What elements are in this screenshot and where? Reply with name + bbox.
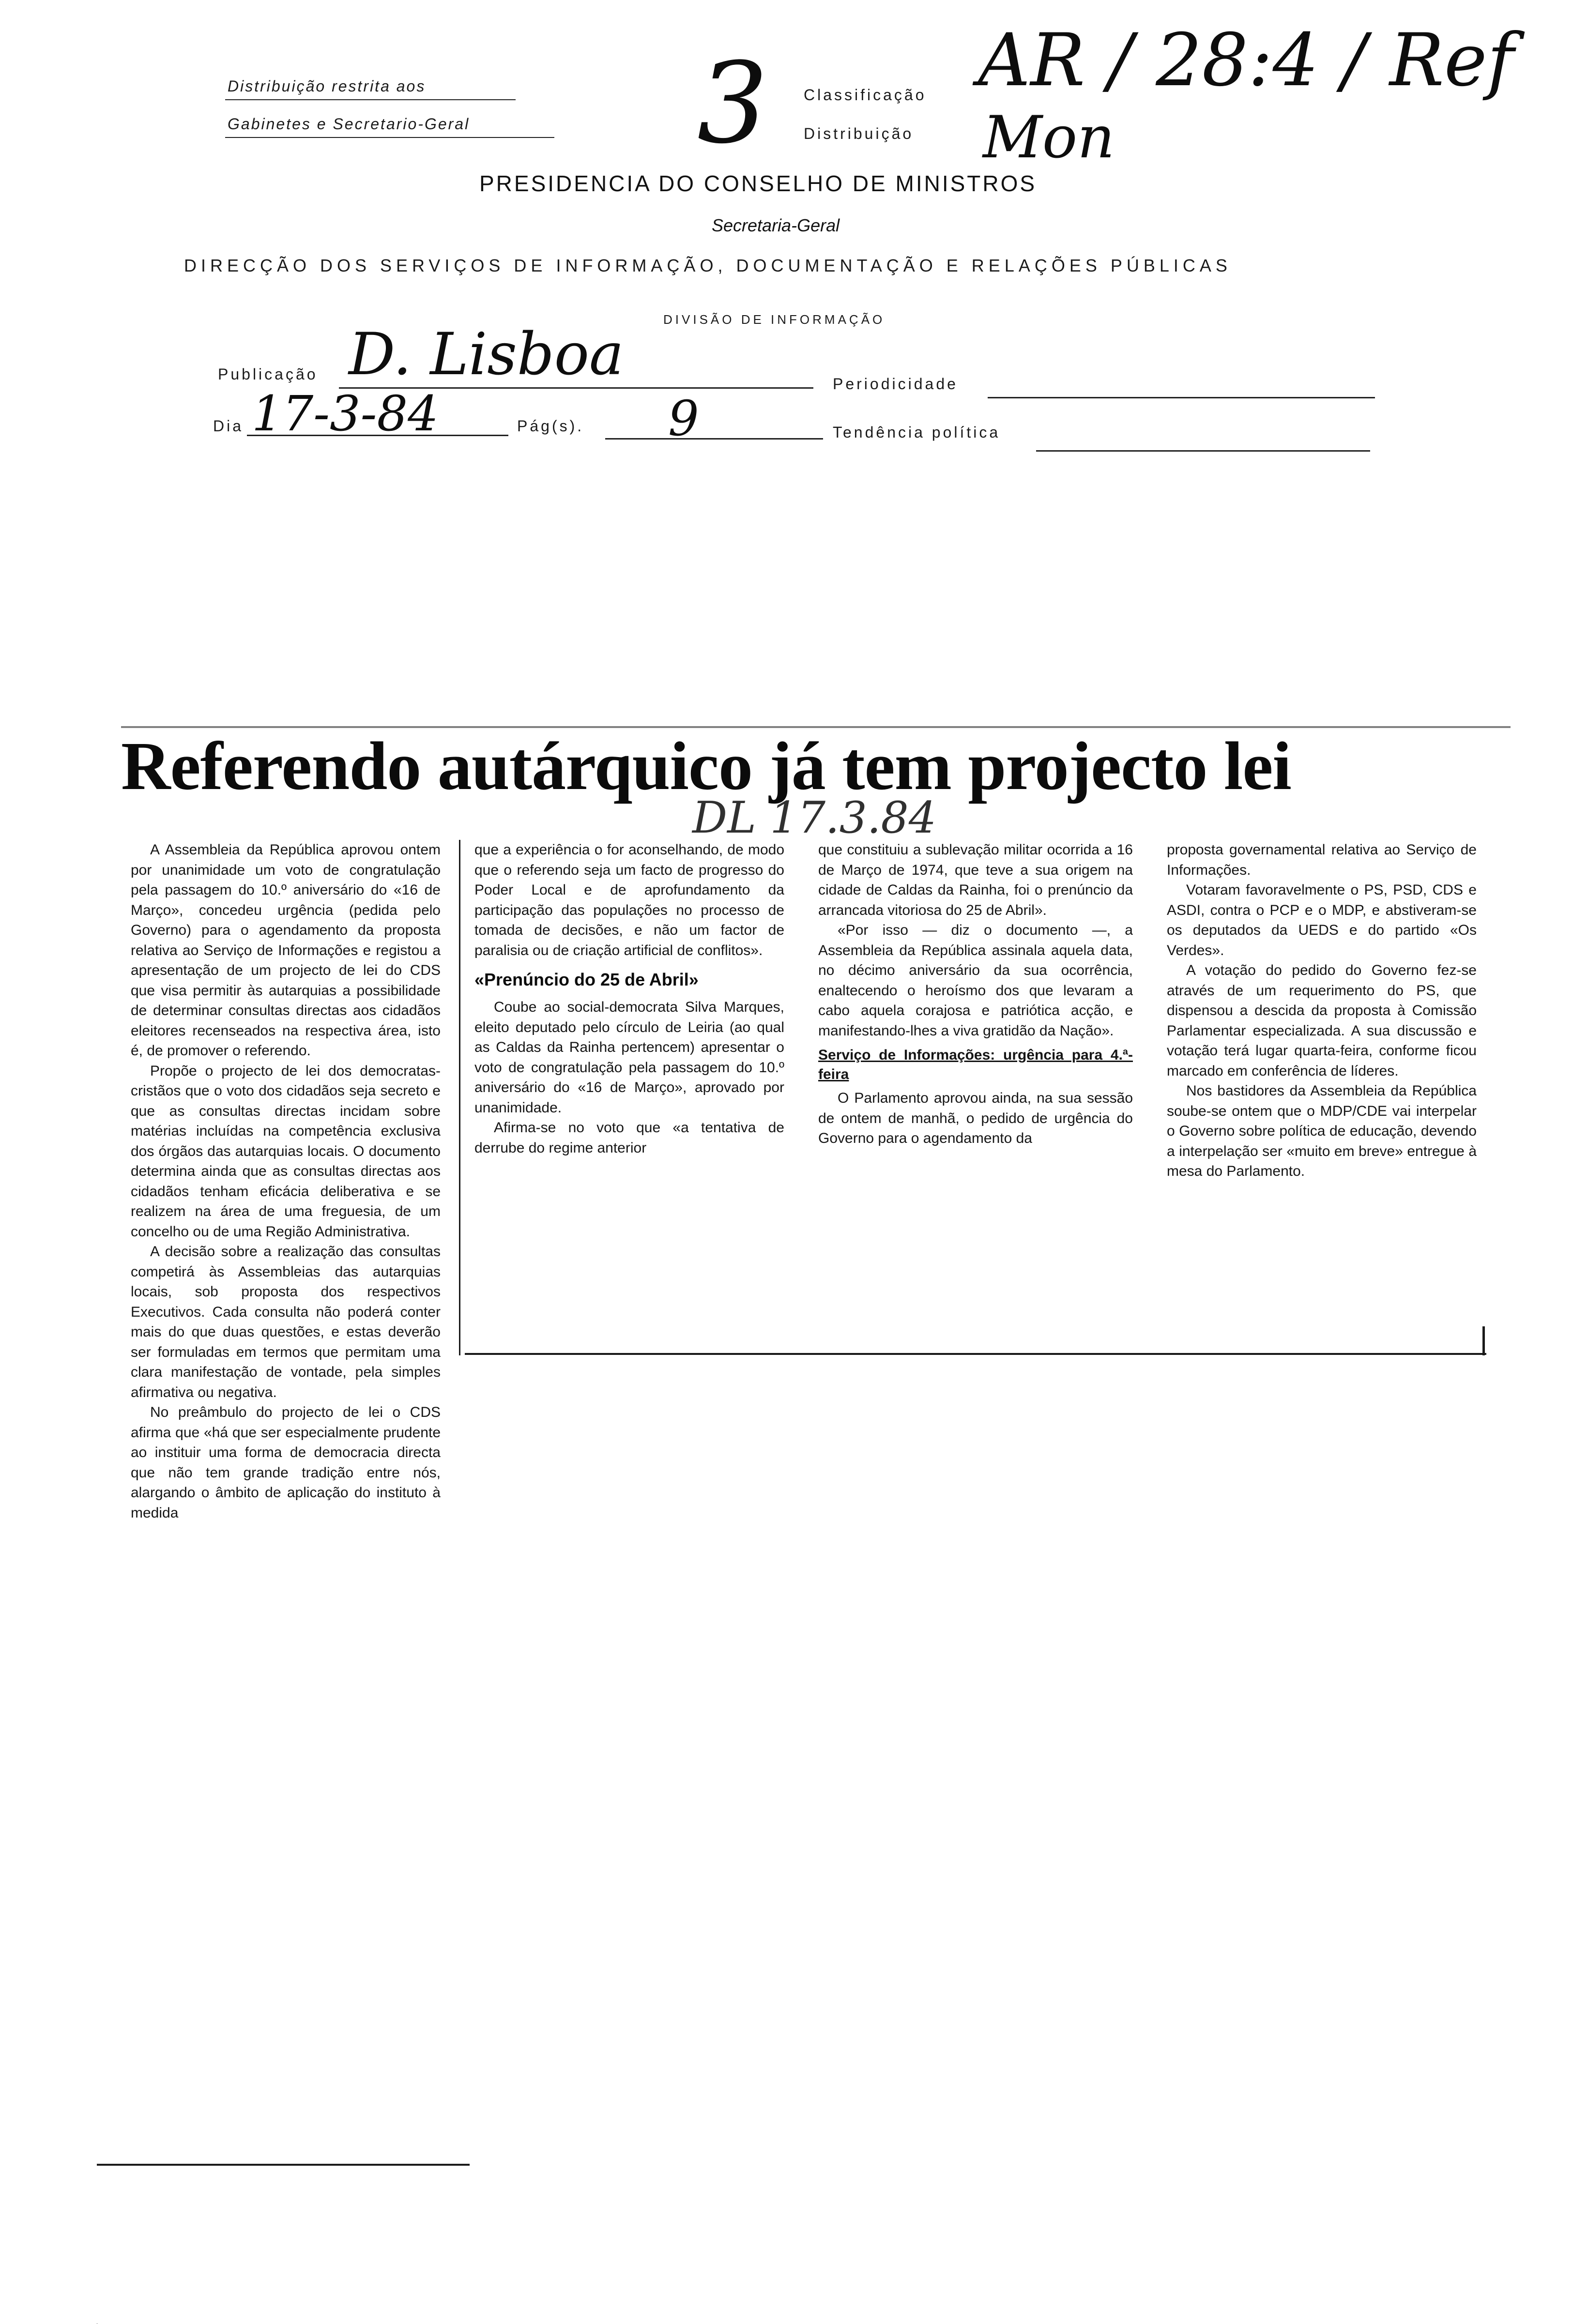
secretaria-label: Secretaria-Geral	[712, 215, 840, 235]
clipping-cut-vertical	[459, 840, 460, 1355]
direccao-label: DIRECÇÃO DOS SERVIÇOS DE INFORMAÇÃO, DOCUMENTAÇÃO E RELAÇÕES PÚBLICAS	[184, 256, 1232, 275]
clipping-cut-bottom-right	[465, 1353, 1486, 1355]
org-title: PRESIDENCIA DO CONSELHO DE MINISTROS	[479, 171, 1037, 196]
pags-label: Pág(s).	[517, 417, 584, 435]
handwritten-classification: AR / 28:4 / Ref	[978, 18, 1514, 103]
article-column-1	[131, 840, 441, 1523]
col2-paragraph-2: Afirma-se no voto que «a tentativa de derrube do regime anterior	[474, 1120, 784, 1156]
col1-paragraph-2: Propõe o projecto de lei dos democratas-cristãos que o voto dos cidadãos seja secreto e que as consultas directas incidam sobre matérias incluídas na competência exclusiva dos órgãos das autarquias locais. O documento determina ainda que as consultas directas aos cidadãos tenham eficácia deliberativa e se realizem na área de uma freguesia, de um concelho ou de uma Região Administrativa.	[131, 1063, 441, 1240]
handwritten-stamp: DL 17.3.84	[692, 792, 937, 843]
handwritten-dia: 17-3-84	[252, 385, 439, 442]
col3-paragraph-1: que constituiu a sublevação militar ocorrida a 16 de Março de 1974, que teve a sua origem na cidade de Caldas da Rainha, foi o prenúncio da arrancada vitoriosa do 25 de Abril».	[818, 842, 1133, 918]
handwritten-pags: 9	[668, 390, 699, 447]
divisao-label: DIVISÃO DE INFORMAÇÃO	[663, 312, 886, 327]
distribution-underline-2	[225, 137, 554, 138]
classificacao-label: Classificação	[804, 86, 927, 104]
col4-paragraph-1: proposta governamental relativa ao Serviço de Informações.	[1167, 842, 1477, 878]
col3-paragraph-2: «Por isso — diz o documento —, a Assembleia da República assinala aquela data, no décimo aniversário da sua ocorrência, enaltecendo o heroísmo dos que levaram a cabo aquela corajosa e patriótica acção, e manifestando-lhes a viva gratidão da Nação».	[818, 922, 1133, 1039]
periodicidade-label: Periodicidade	[833, 375, 958, 393]
article-title: Referendo autárquico já tem projecto lei	[121, 728, 1291, 804]
periodicidade-line	[988, 397, 1375, 398]
article-column-3	[818, 840, 1133, 1149]
distribution-note-line2: Gabinetes e Secretario-Geral	[228, 115, 470, 133]
col3-paragraph-3: O Parlamento aprovou ainda, na sua sessão de ontem de manhã, o pedido de urgência do Governo para o agendamento da	[818, 1090, 1133, 1146]
article-column-4	[1167, 840, 1477, 1182]
distribuicao-label: Distribuição	[804, 125, 914, 142]
dia-line	[247, 435, 508, 436]
distribution-note-line1: Distribuição restrita aos	[228, 77, 426, 95]
distribution-underline-1	[225, 99, 516, 100]
col1-paragraph-1: A Assembleia da República aprovou ontem por unanimidade um voto de congratulação pela passagem do 10.º aniversário do «16 de Março», concedeu urgência (pedida pelo Governo) para o agendamento da proposta relativa ao Serviço de Informações e registou a apresentação de um projecto de lei do CDS que visa permitir às autarquias a possibilidade de determinar consultas directas aos cidadãos eleitores recenseados na respectiva área, isto é, de promover o referendo.	[131, 842, 441, 1059]
col1-paragraph-3: A decisão sobre a realização das consultas competirá às Assembleias das autarquias locais, sob proposta dos respectivos Executivos. Cada consulta não poderá conter mais do que duas questões, e estas deverão ser formuladas em termos que permitam uma clara manifestação de vontade, pela simples afirmativa ou negativa.	[131, 1244, 441, 1400]
article-column-2	[474, 840, 784, 1158]
clipping-cut-corner	[1482, 1326, 1485, 1355]
publicacao-label: Publicação	[218, 365, 318, 383]
tendencia-line	[1036, 450, 1370, 452]
col2-paragraph-1: Coube ao social-democrata Silva Marques, eleito deputado pelo círculo de Leiria (ao qual as Caldas da Rainha pertencem) apresentar o voto de congratulação pela passagem do 10.º aniversário do «16 de Março», aprovado por unanimidade.	[474, 999, 784, 1116]
tendencia-label: Tendência política	[833, 424, 1001, 441]
clipping-cut-bottom-left	[97, 2164, 470, 2166]
col1-paragraph-4: No preâmbulo do projecto de lei o CDS afirma que «há que ser especialmente prudente ao instituir uma forma de democracia directa que não tem grande tradição entre nós, alargando o âmbito de aplicação do instituto à medida	[131, 1404, 441, 1521]
col4-paragraph-2: Votaram favoravelmente o PS, PSD, CDS e ASDI, contra o PCP e o MDP, e abstiveram-se os deputados da UEDS e do partido «Os Verdes».	[1167, 882, 1477, 958]
col4-paragraph-4: Nos bastidores da Assembleia da República soube-se ontem que o MDP/CDE vai interpelar o Governo sobre política de educação, devendo a interpelação ser «muito em breve» entregue à mesa do Parlamento.	[1167, 1083, 1477, 1179]
pags-line	[605, 438, 823, 440]
handwritten-distribution: Mon	[983, 104, 1115, 171]
handwritten-number: 3	[697, 39, 768, 168]
dia-label: Dia	[213, 417, 244, 435]
col4-paragraph-3: A votação do pedido do Governo fez-se através de um requerimento do PS, que dispensou a descida da proposta à Comissão Parlamentar especializada. A sua discussão e votação terá lugar quarta-feira, conforme ficou marcado em conferência de líderes.	[1167, 962, 1477, 1079]
col2-paragraph-top: que a experiência o for aconselhando, de modo que o referendo seja um facto de progresso do Poder Local e de aprofundamento da participação das populações no processo de tomada de decisões, e não um factor de paralisia ou de criação artificial de conflitos».	[474, 842, 784, 958]
col2-subheading: «Prenúncio do 25 de Abril»	[474, 970, 699, 989]
col3-subheading: Serviço de Informações: urgência para 4.ª-feira	[818, 1047, 1133, 1082]
handwritten-publicacao: D. Lisboa	[349, 321, 624, 388]
